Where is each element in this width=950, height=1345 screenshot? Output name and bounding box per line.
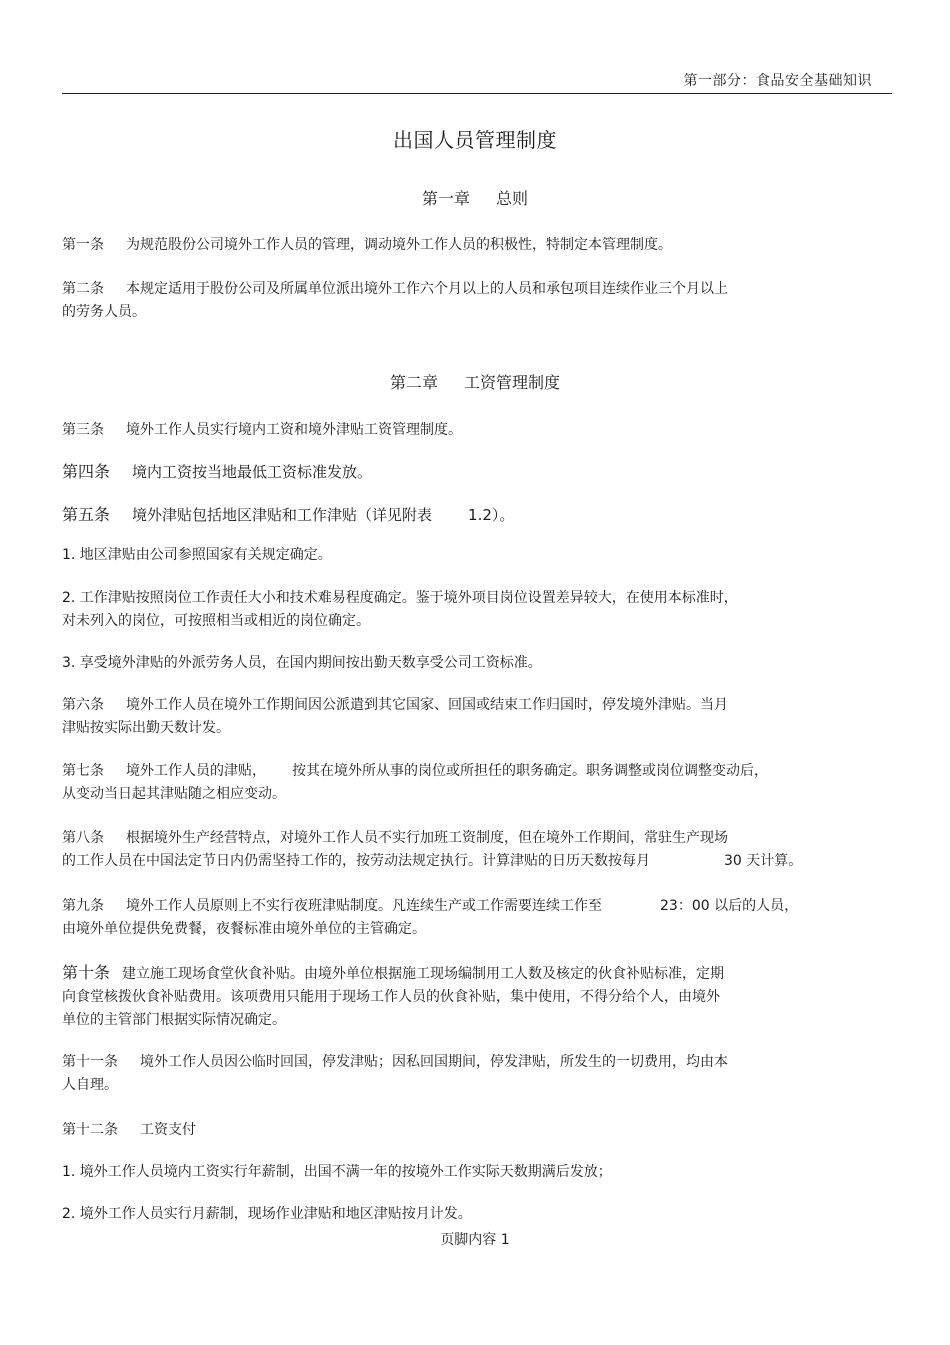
article-text-cont: 津贴按实际出勤天数计发。: [62, 720, 230, 736]
article-text: 境外工作人员因公临时回国，停发津贴；因私回国期间，停发津贴，所发生的一切费用，均由本: [140, 1054, 728, 1070]
article-8: [62, 827, 842, 873]
article-label: 第四条: [62, 462, 111, 481]
article-text: 境外工作人员原则上不实行夜班津贴制度。凡连续生产或工作需要连续工作至: [126, 898, 602, 914]
article-text: 境外工作人员在境外工作期间因公派遣到其它国家、回国或结束工作归国时，停发境外津贴。当月: [126, 697, 728, 713]
article-2: [62, 278, 842, 324]
article-10: [62, 961, 842, 1032]
article-label: 第六条: [62, 697, 104, 713]
chapter-number: 第二章: [389, 373, 438, 392]
article-text: 为规范股份公司境外工作人员的管理，调动境外工作人员的积极性，特制定本管理制度。: [126, 237, 672, 253]
chapter-number: 第一章: [421, 189, 470, 208]
article-text: 建立施工现场食堂伙食补贴。由境外单位根据施工现场编制用工人数及核定的伙食补贴标准，定期: [122, 966, 725, 982]
article-text: 境外津贴包括地区津贴和工作津贴（详见附表: [132, 506, 433, 524]
payment-item-2: 2. 境外工作人员实行月薪制，现场作业津贴和地区津贴按月计发。: [62, 1206, 472, 1222]
document-title: 出国人员管理制度: [393, 128, 557, 152]
article-text-cont: 由境外单位提供免费餐，夜餐标准由境外单位的主管确定。: [62, 921, 426, 937]
article-text: 本规定适用于股份公司及所属单位派出境外工作六个月以上的人员和承包项目连续作业三个月以上: [126, 281, 728, 297]
article-label: 第三条: [62, 422, 104, 438]
list-item-2: [62, 587, 842, 633]
article-text: 根据境外生产经营特点，对境外工作人员不实行加班工资制度，但在境外工作期间，常驻生产现场: [126, 830, 728, 846]
article-text-cont: 向食堂核拨伙食补贴费用。该项费用只能用于现场工作人员的伙食补贴，集中使用，不得分给个人，由境外: [62, 989, 720, 1005]
article-label: 第二条: [62, 281, 104, 297]
list-item-1: 1. 地区津贴由公司参照国家有关规定确定。: [62, 547, 332, 563]
chapter-heading-1: [0, 186, 950, 209]
list-item-text-cont: 对未列入的岗位，可按照相当或相近的岗位确定。: [62, 613, 370, 629]
article-1: [62, 234, 842, 257]
payment-item-1: 1. 境外工作人员境内工资实行年薪制，出国不满一年的按境外工作实际天数期满后发放；: [62, 1164, 612, 1180]
list-item-3: 3. 享受境外津贴的外派劳务人员，在国内期间按出勤天数享受公司工资标准。: [62, 655, 542, 671]
chapter-name: 工资管理制度: [464, 373, 561, 392]
article-text: 境外工作人员的津贴，: [126, 763, 266, 779]
article-text-cont: 的劳务人员。: [62, 304, 146, 320]
article-label: 第九条: [62, 898, 104, 914]
header-rule: [62, 93, 892, 94]
article-text-cont: 从变动当日起其津贴随之相应变动。: [62, 786, 286, 802]
chapter-name: 总则: [496, 189, 529, 208]
article-7: [62, 760, 842, 806]
running-header: 第一部分：食品安全基础知识: [683, 73, 872, 89]
article-text-b: 按其在境外所从事的岗位或所担任的职务确定。职务调整或岗位调整变动后，: [292, 763, 768, 779]
chapter-heading-2: [0, 370, 950, 393]
article-text: 工资支付: [140, 1122, 196, 1138]
article-text-ref: 1.2）。: [468, 506, 515, 524]
article-text-time: 23：00 以后的人员，: [660, 898, 799, 914]
article-11: [62, 1051, 842, 1097]
article-label: 第十一条: [62, 1054, 118, 1070]
article-label: 第八条: [62, 830, 104, 846]
article-label: 第十二条: [62, 1122, 118, 1138]
article-label: 第七条: [62, 763, 104, 779]
list-item-text: 2. 工作津贴按照岗位工作责任大小和技术难易程度确定。鉴于境外项目岗位设置差异较大，在使用本标准时，: [62, 590, 738, 606]
article-6: [62, 694, 842, 740]
article-text-cont: 单位的主管部门根据实际情况确定。: [62, 1012, 286, 1028]
article-12: [62, 1119, 842, 1142]
article-text-cont: 人自理。: [62, 1077, 118, 1093]
article-text: 境内工资按当地最低工资标准发放。: [132, 463, 373, 481]
page-footer: 页脚内容 1: [440, 1232, 510, 1248]
article-label: 第五条: [62, 505, 111, 524]
article-5: [62, 503, 842, 527]
article-label: 第一条: [62, 237, 104, 253]
article-4: [62, 460, 842, 484]
article-9: [62, 895, 842, 941]
article-label: 第十条: [62, 963, 111, 982]
article-text-cont: 的工作人员在中国法定节日内仍需坚持工作的，按劳动法规定执行。计算津贴的日历天数按每月: [62, 853, 650, 869]
article-text-days: 30 天计算。: [724, 853, 803, 869]
article-3: [62, 419, 842, 442]
article-text: 境外工作人员实行境内工资和境外津贴工资管理制度。: [126, 422, 462, 438]
